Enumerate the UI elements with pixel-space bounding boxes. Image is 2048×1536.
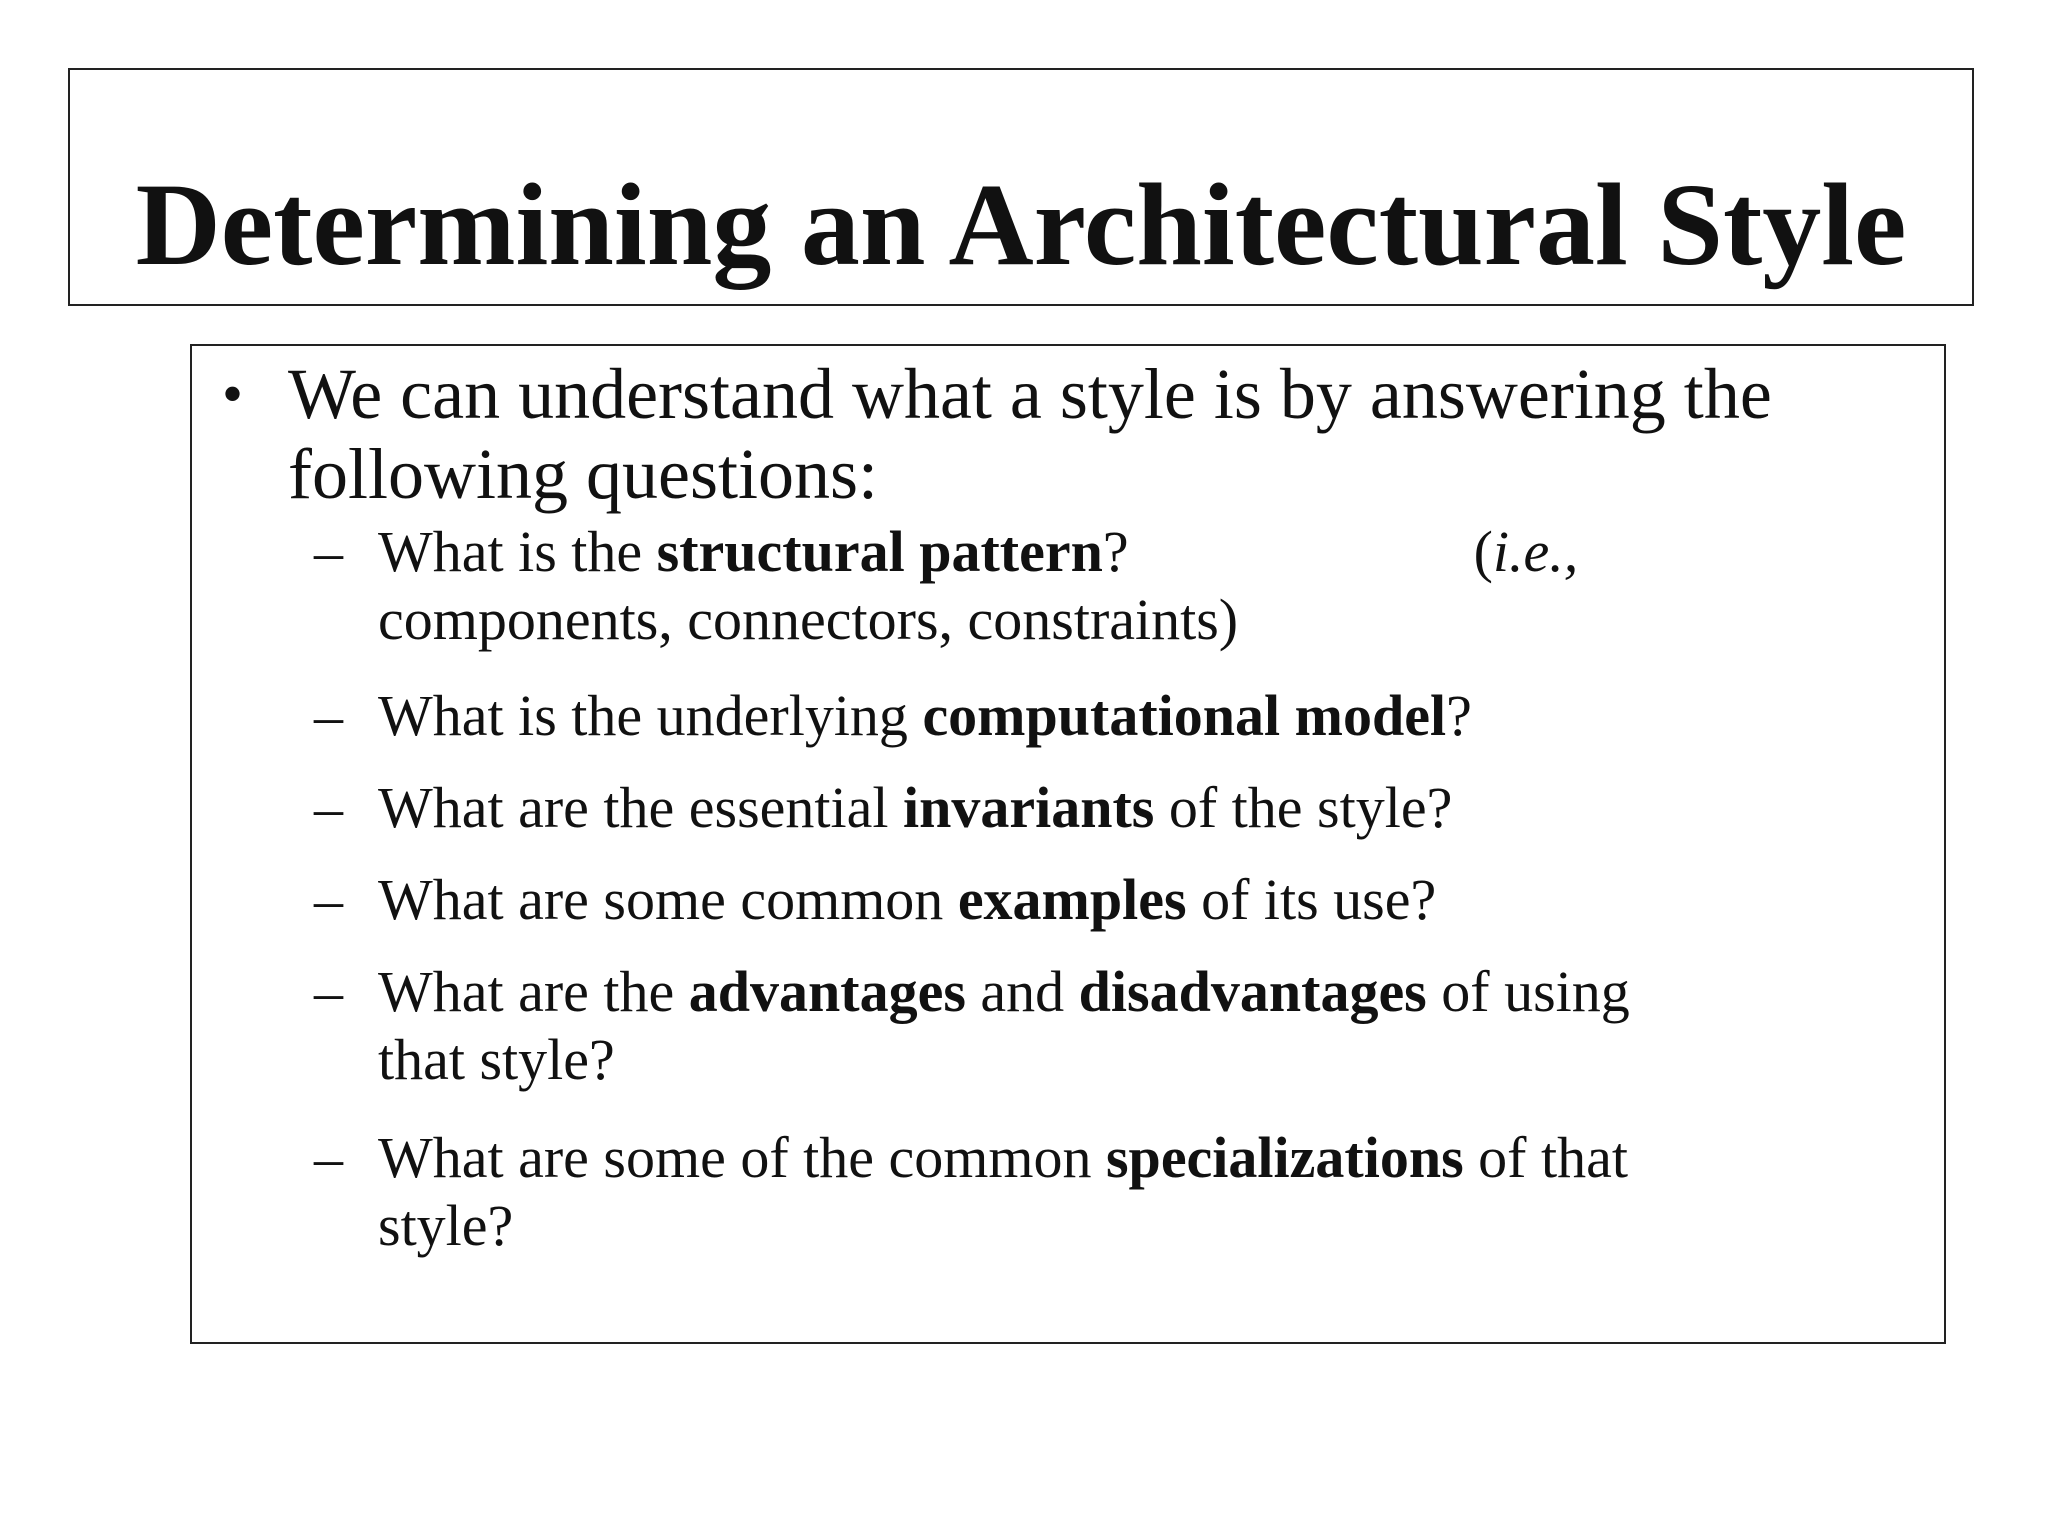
sub-bullet-text: What is the structural pattern? (i.e., components, connectors, constraints): [378, 519, 1579, 652]
sub-bullet-text: What are the essential invariants of the style?: [378, 775, 1453, 840]
sub-bullet-text: What is the underlying computational model?: [378, 683, 1472, 748]
dash-marker: –: [314, 775, 343, 840]
sub-bullet-text: What are some common examples of its use?: [378, 867, 1437, 932]
bullet-dot: •: [222, 361, 244, 427]
main-bullet-text: We can understand what a style is by answering the following questions:: [288, 354, 1772, 514]
dash-marker: –: [314, 959, 343, 1024]
dash-marker: –: [314, 683, 343, 748]
sub-bullet-text: What are some of the common specializations of that style?: [378, 1125, 1628, 1258]
dash-marker: –: [314, 867, 343, 932]
title-box: [68, 68, 1974, 306]
slide-title: Determining an Architectural Style: [135, 159, 1907, 290]
sub-bullet-text: What are the advantages and disadvantages of using that style?: [378, 959, 1630, 1092]
dash-marker: –: [314, 519, 343, 584]
dash-marker: –: [314, 1125, 343, 1190]
